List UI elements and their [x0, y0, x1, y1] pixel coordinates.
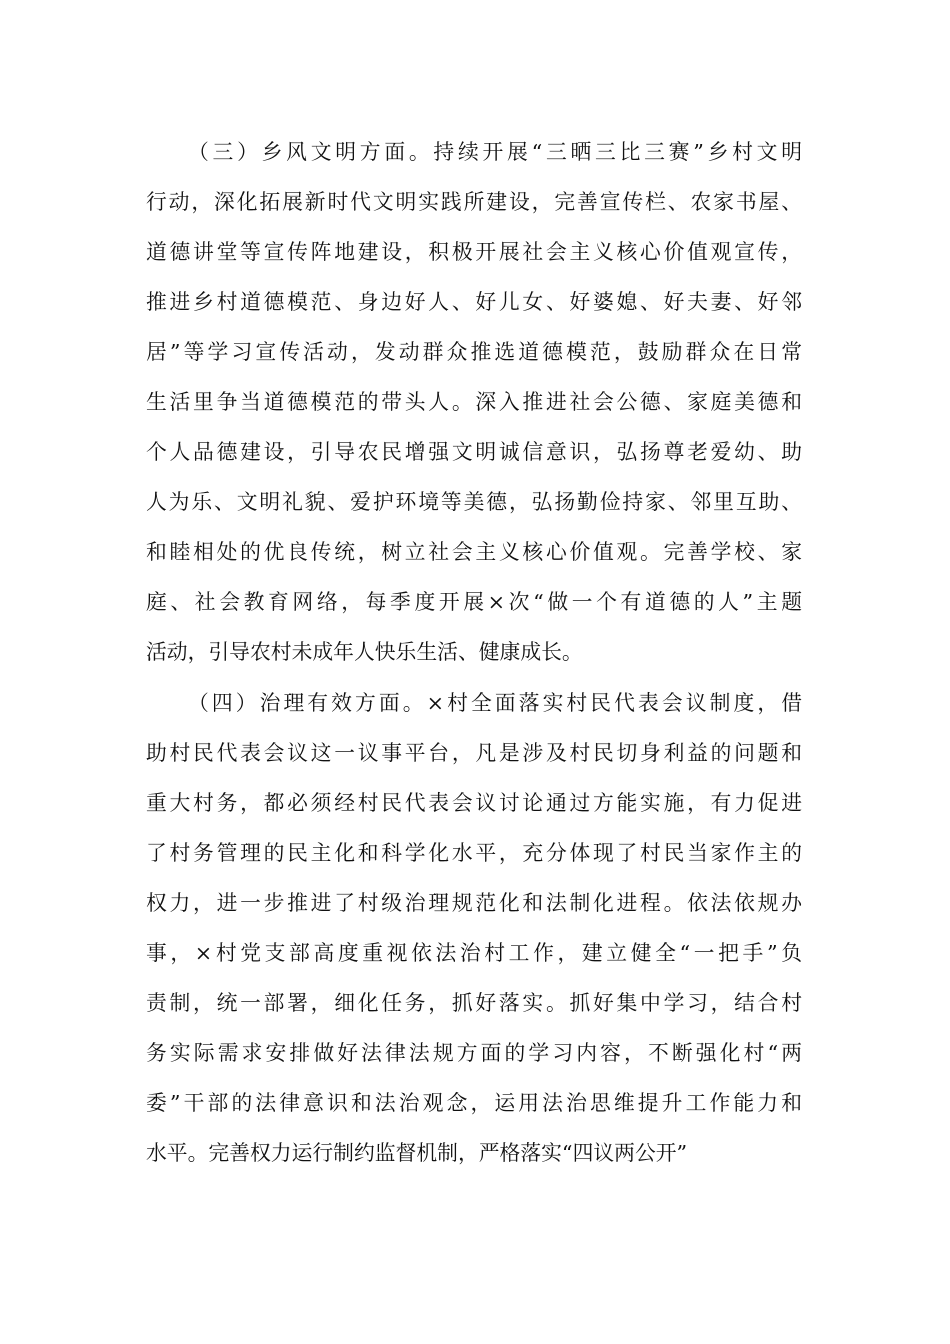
- text-line: 助村民代表会议这一议事平台，凡是涉及村民切身利益的问题和: [146, 741, 802, 765]
- text-line: （三）乡风文明方面。持续开展“三晒三比三赛”乡村文明: [188, 140, 802, 164]
- text-line: 行动，深化拓展新时代文明实践所建设，完善宣传栏、农家书屋、: [146, 190, 802, 214]
- text-line: 务实际需求安排做好法律法规方面的学习内容，不断强化村“两: [146, 1041, 802, 1065]
- text-line: 委”干部的法律意识和法治观念，运用法治思维提升工作能力和: [146, 1091, 802, 1115]
- text-line: 了村务管理的民主化和科学化水平，充分体现了村民当家作主的: [146, 841, 802, 865]
- text-line: 和睦相处的优良传统，树立社会主义核心价值观。完善学校、家: [146, 540, 802, 564]
- text-line: 庭、社会教育网络，每季度开展×次“做一个有道德的人”主题: [146, 590, 802, 614]
- text-line: （四）治理有效方面。×村全面落实村民代表会议制度，借: [188, 691, 802, 715]
- text-line: 个人品德建设，引导农民增强文明诚信意识，弘扬尊老爱幼、助: [146, 440, 802, 464]
- text-line: 重大村务，都必须经村民代表会议讨论通过方能实施，有力促进: [146, 791, 802, 815]
- text-line: 推进乡村道德模范、身边好人、好儿女、好婆媳、好夫妻、好邻: [146, 290, 802, 314]
- text-line: 权力，进一步推进了村级治理规范化和法制化进程。依法依规办: [146, 891, 802, 915]
- text-line: 活动，引导农村未成年人快乐生活、健康成长。: [146, 640, 583, 664]
- text-line: 道德讲堂等宣传阵地建设，积极开展社会主义核心价值观宣传，: [146, 240, 802, 264]
- text-line: 居”等学习宣传活动，发动群众推选道德模范，鼓励群众在日常: [146, 340, 802, 364]
- text-line: 责制，统一部署，细化任务，抓好落实。抓好集中学习，结合村: [146, 991, 802, 1015]
- text-line: 事，×村党支部高度重视依法治村工作，建立健全“一把手”负: [146, 941, 802, 965]
- text-line: 人为乐、文明礼貌、爱护环境等美德，弘扬勤俭持家、邻里互助、: [146, 490, 802, 514]
- text-line: 生活里争当道德模范的带头人。深入推进社会公德、家庭美德和: [146, 390, 802, 414]
- text-line: 水平。完善权力运行制约监督机制，严格落实“四议两公开”: [146, 1141, 688, 1165]
